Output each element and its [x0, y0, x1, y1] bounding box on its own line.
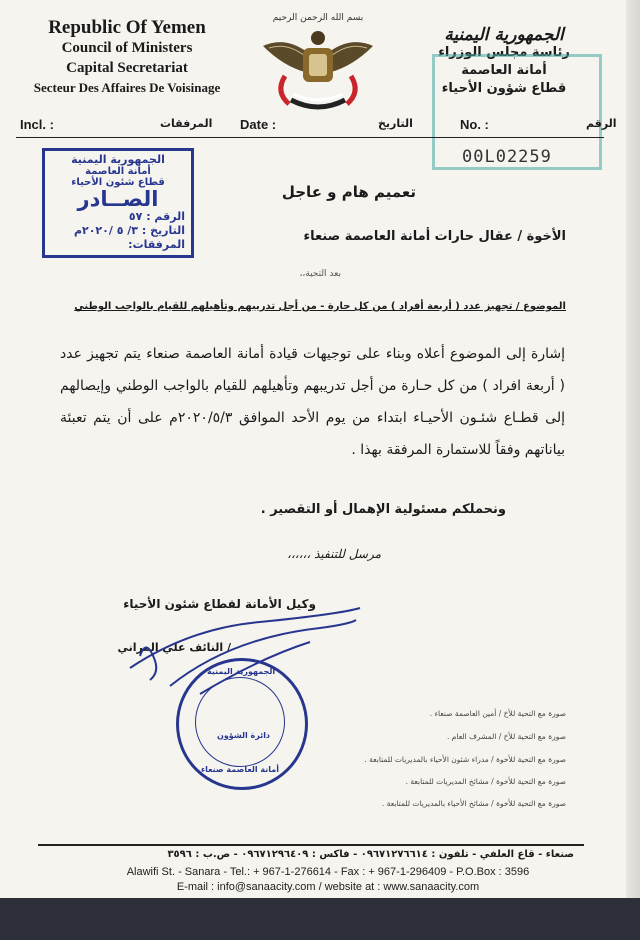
letter-subject: الموضوع / تجهيز عدد ( أربعة أفراد ) من كل حارة - من أجل تدريبهم وتأهيلهم للقيام بالواجب الوطني [74, 301, 566, 312]
seal-bottom-text: أمانة العاصمة صنعاء [201, 765, 279, 774]
cc-item: صورة مع التحية للأخوة / مدراء شئون الأحياء بالمديريات للمتابعة . [364, 755, 566, 764]
stamp-line-4: الصــادر [77, 187, 159, 211]
document-number: 00L02259 [462, 147, 552, 167]
en-head-line-4: Secteur Des Affaires De Voisinage [33, 80, 221, 95]
viewer-bottom-bar [0, 898, 640, 940]
number-label: No. : [460, 117, 489, 132]
outgoing-stamp [42, 148, 194, 258]
footer-arabic-contact: صنعاء - قاع العلفي - تلفون : ٠٩٦٧١٢٧٦٦١٤ - فاكس : ٠٩٦٧١٢٩٦٤٠٩ - ص.ب : ٣٥٩٦ [167, 849, 574, 860]
ar-head-line-1: الجمهورية اليمنية [444, 25, 564, 45]
stamp-line-5: الرقم : ٥٧ [128, 210, 185, 223]
footer-email-website: E-mail : info@sanaacity.com / website at : www.sanaacity.com [176, 881, 480, 893]
signatory-name: / النائف علي المراني [117, 641, 231, 654]
round-seal-stamp [176, 658, 308, 790]
page-edge-shadow [626, 0, 640, 898]
ar-head-line-4: قطاع شؤون الأحياء [441, 81, 567, 96]
stamp-line-6: التاريخ : ٣/ ٥ /٢٠٢٠م [73, 224, 185, 237]
yemen-emblem-icon [255, 6, 381, 118]
seal-outer-text: الجمهورية اليمنية [207, 667, 276, 676]
cc-item: صورة مع التحية للأخ / المشرف العام . [447, 732, 566, 741]
letter-sending: مرسل للتنفيذ ،،،،،، [287, 547, 381, 561]
ar-head-line-3: أمانة العاصمة [461, 63, 547, 78]
cc-item: صورة مع التحية للأخ / أمين العاصمة صنعاء . [429, 709, 566, 718]
seal-inner-ring [195, 677, 285, 767]
letter-body: إشارة إلى الموضوع أعلاه وبناء على توجيهات قيادة أمانة العاصمة صنعاء يتم تجهيز عدد ( أربعة افراد ) من كل حـارة من أجل تدريبهم وتأهيلهم للقيام بالواجب الوطني وإيصالهم إلى قطـاع شئـون الأحيـاء ابتداء من يوم الأحد الموافق ٢٠٢٠/٥/٣م على أن يتم تعبئة بياناتهم وفقاً للاستمارة المرفقة بهذا . [60, 346, 566, 458]
footer-divider [38, 844, 584, 846]
en-head-line-1: Republic Of Yemen [48, 17, 206, 38]
date-label: Date : [240, 117, 277, 132]
basmala-text: بسم الله الرحمن الرحيم [272, 13, 364, 23]
number-label-ar: الرقم [586, 117, 617, 130]
date-label-ar: التاريخ [378, 117, 413, 130]
attachments-label-ar: المرفقات [160, 117, 213, 130]
letter-greeting: بعد التحية،، [299, 269, 341, 279]
en-head-line-3: Capital Secretariat [66, 60, 188, 76]
incl-label: Incl. : [20, 117, 54, 132]
signatory-title: وكيل الأمانة لقطاع شئون الأحياء [123, 597, 316, 611]
footer-english-contact: Alawifi St. - Sanara - Tel.: + 967-1-276614 - Fax : + 967-1-296409 - P.O.Box : 3596 [126, 866, 530, 878]
letter-addressee: الأخوة / عقال حارات أمانة العاصمة صنعاء [303, 229, 566, 244]
letter-title: تعميم هام و عاجل [281, 183, 416, 201]
cc-item: صورة مع التحية للأخوة / مشائخ الأحياء بالمديريات للمتابعة . [381, 799, 566, 808]
ar-head-line-2: رئاسة مجلس الوزراء [438, 45, 570, 60]
en-head-line-2: Council of Ministers [61, 40, 193, 56]
stamp-line-2: أمانة العاصمة [85, 166, 151, 177]
stamp-line-3: قطاع شئون الأحياء [71, 177, 165, 188]
seal-inner-text: دائرة الشؤون [217, 731, 271, 740]
meta-divider [16, 137, 604, 138]
english-letterhead [22, 18, 232, 98]
cc-item: صورة مع التحية للأخوة / مشائخ المديريات للمتابعة . [405, 777, 566, 786]
stamp-line-7: المرفقات: [128, 238, 185, 251]
stamp-line-1: الجمهورية اليمنية [71, 153, 165, 166]
letter-closing: ونحملكم مسئولية الإهمال أو التقصير . [260, 502, 506, 517]
